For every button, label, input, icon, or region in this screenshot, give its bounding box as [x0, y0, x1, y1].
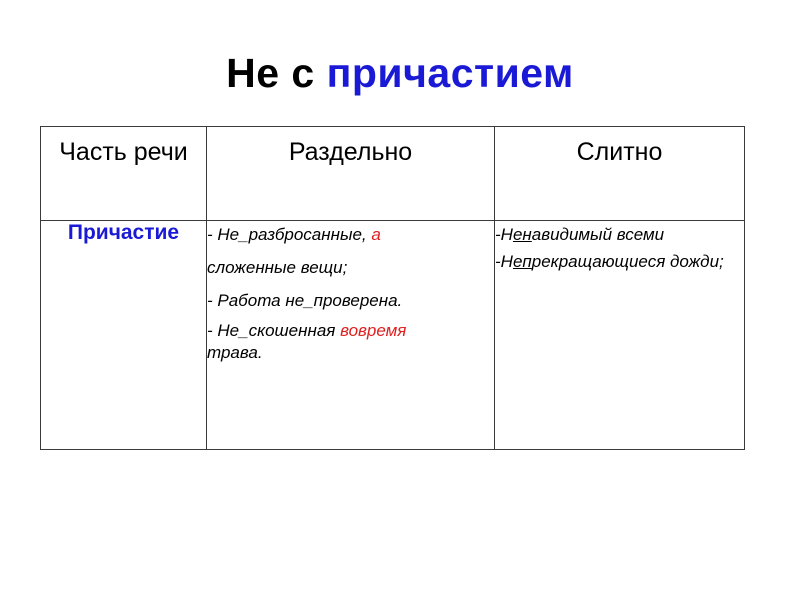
example-together-2 — [495, 250, 744, 274]
title-prefix: Не с — [226, 50, 327, 96]
example-text: авидимый всеми — [531, 225, 665, 244]
example-text: - Не_разбросанные, — [207, 225, 372, 244]
underlined-prefix: еп — [512, 252, 532, 271]
example-text: -Н — [495, 252, 513, 271]
example-text-cont: трава. — [207, 343, 263, 362]
example-separate-1-cont: сложенные вещи; — [207, 258, 348, 277]
header-separate: Раздельно — [207, 127, 495, 221]
underlined-prefix: ен — [512, 225, 532, 244]
table-header-row — [41, 127, 745, 221]
highlight-dependent-word: вовремя — [340, 321, 407, 340]
cell-together-examples — [495, 221, 745, 450]
table-row — [41, 221, 745, 450]
example-text: -Н — [495, 225, 513, 244]
highlight-conjunction: а — [371, 225, 381, 244]
example-separate-1 — [207, 221, 494, 249]
example-together-1 — [495, 221, 744, 248]
title-accent: причастием — [326, 50, 574, 96]
row-label-participle: Причастие — [41, 221, 207, 450]
example-separate-2: - Работа не_проверена. — [207, 291, 403, 310]
slide-title — [0, 50, 800, 97]
rules-table — [40, 126, 745, 450]
example-text: - Не_скошенная — [207, 321, 341, 340]
header-together: Слитно — [495, 127, 745, 221]
header-part-of-speech: Часть речи — [41, 127, 207, 221]
example-text: рекращающиеся дожди; — [531, 252, 724, 271]
cell-separate-examples — [207, 221, 495, 450]
example-separate-3 — [207, 320, 494, 364]
